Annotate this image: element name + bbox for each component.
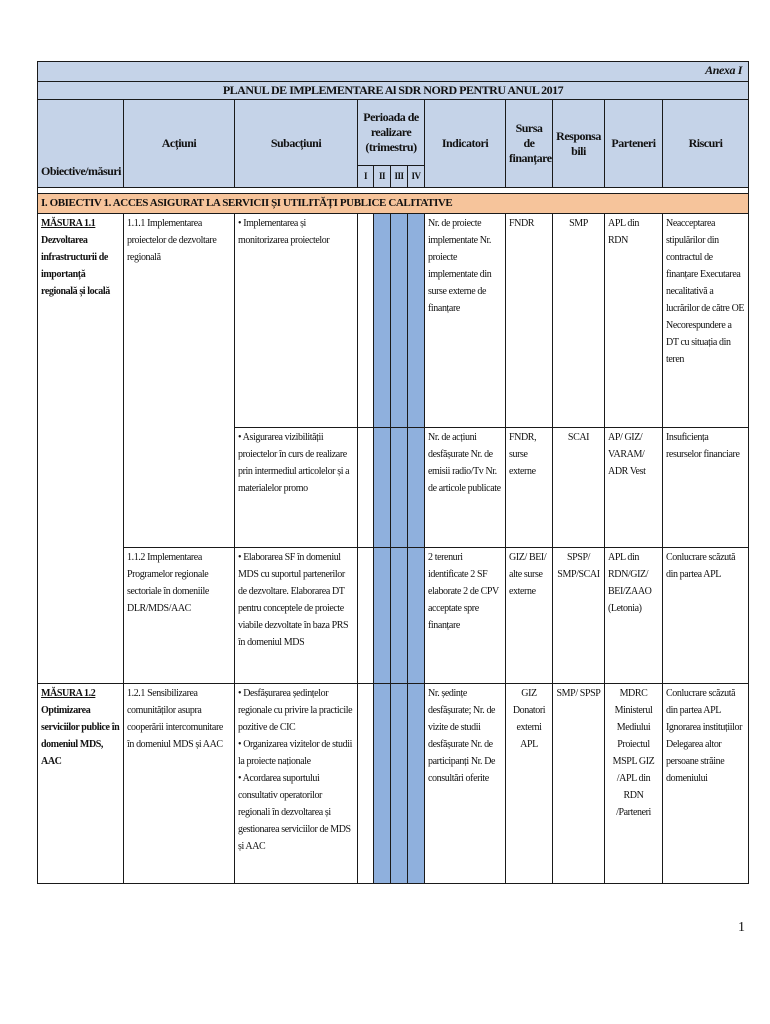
quarter-cell-1 xyxy=(358,684,374,884)
risks-cell: Insuficiența resurselor financiare xyxy=(663,428,749,548)
subaction-cell xyxy=(235,428,358,548)
table-row xyxy=(38,684,749,884)
subaction-item: • Acordarea suportului consultativ operatorilor regionali în dezvoltarea și gestionarea serviciilor de MDS și AAC xyxy=(238,773,351,852)
quarter-cell-2 xyxy=(374,428,391,548)
subaction-item: • Desfășurarea ședințelor regionale cu privire la practicile pozitive de CIC xyxy=(238,688,353,733)
subaction-item: • Asigurarea vizibilității proiectelor în curs de realizare prin intermediul articolelor și a materialelor promo xyxy=(238,432,350,494)
quarter-cell-4 xyxy=(408,214,425,428)
measure-code: MĂSURA 1.2 xyxy=(41,688,96,699)
quarter-cell-1 xyxy=(358,214,374,428)
subaction-cell xyxy=(235,684,358,884)
measure-code: MĂSURA 1.1 xyxy=(41,218,96,229)
table-row xyxy=(38,214,749,428)
header-subactions: Subacțiuni xyxy=(235,100,358,188)
header-risks: Riscuri xyxy=(663,100,749,188)
quarter-cell-3 xyxy=(391,548,408,684)
quarter-header-4: IV xyxy=(408,166,425,188)
quarter-cell-4 xyxy=(408,428,425,548)
action-cell: 1.1.2 Implementarea Programelor regionale sectoriale în domeniile DLR/MDS/AAC xyxy=(124,548,235,684)
quarter-cell-2 xyxy=(374,548,391,684)
document-title: PLANUL DE IMPLEMENTARE Al SDR NORD PENTRU ANUL 2017 xyxy=(38,82,749,100)
responsible-cell: SMP/ SPSP xyxy=(553,684,605,884)
quarter-cell-1 xyxy=(358,428,374,548)
subaction-item: • Elaborarea SF în domeniul MDS cu suportul partenerilor de dezvoltare. Elaborarea DT pentru conceptele de proiecte viabile dezvoltate în baza PRS în domeniul MDS xyxy=(238,552,349,648)
funding-cell: GIZ Donatori externi APL xyxy=(506,684,553,884)
subaction-item: • Organizarea vizitelor de studii la proiecte naționale xyxy=(238,739,352,767)
quarter-cell-4 xyxy=(408,684,425,884)
funding-cell: GIZ/ BEI/ alte surse externe xyxy=(506,548,553,684)
header-actions: Acțiuni xyxy=(124,100,235,188)
annex-label: Anexa I xyxy=(38,62,749,82)
risks-cell: Conlucrare scăzută din partea APL xyxy=(663,548,749,684)
objective-heading: I. OBIECTIV 1. ACCES ASIGURAT LA SERVICII ȘI UTILITĂȚI PUBLICE CALITATIVE xyxy=(38,194,749,214)
header-period: Perioada de realizare (trimestru) xyxy=(358,100,425,166)
header-indicators: Indicatori xyxy=(425,100,506,188)
funding-cell: FNDR xyxy=(506,214,553,428)
plan-table xyxy=(37,61,749,884)
quarter-cell-1 xyxy=(358,548,374,684)
responsible-cell: SMP xyxy=(553,214,605,428)
partners-cell: AP/ GIZ/ VARAM/ ADR Vest xyxy=(605,428,663,548)
table-row xyxy=(38,548,749,684)
funding-cell: FNDR, surse externe xyxy=(506,428,553,548)
action-cell: 1.1.1 Implementarea proiectelor de dezvoltare regională xyxy=(124,214,235,548)
indicators-cell: Nr. de proiecte implementate Nr. proiecte implementate din surse externe de finanțare xyxy=(425,214,506,428)
partners-cell: MDRC Ministerul Mediului Proiectul MSPL GIZ /APL din RDN /Parteneri xyxy=(605,684,663,884)
quarter-cell-3 xyxy=(391,214,408,428)
responsible-cell: SCAI xyxy=(553,428,605,548)
quarter-cell-4 xyxy=(408,548,425,684)
partners-cell: APL din RDN xyxy=(605,214,663,428)
measure-name: Dezvoltarea infrastructurii de importanță regională și locală xyxy=(41,235,110,297)
risks-cell: Conlucrare scăzută din partea APL Ignorarea instituțiilor Delegarea altor persoane străine domeniului xyxy=(663,684,749,884)
plan-document xyxy=(37,61,748,884)
partners-cell: APL din RDN/GIZ/ BEI/ZAAO (Letonia) xyxy=(605,548,663,684)
quarter-header-1: I xyxy=(358,166,374,188)
indicators-cell: Nr. de acțiuni desfășurate Nr. de emisii radio/Tv Nr. de articole publicate xyxy=(425,428,506,548)
quarter-cell-3 xyxy=(391,428,408,548)
quarter-header-3: III xyxy=(391,166,408,188)
subaction-cell xyxy=(235,548,358,684)
risks-cell: Neacceptarea stipulărilor din contractul de finanțare Executarea necalitativă a lucrărilor de către OE Necorespundere a DT cu situația din teren xyxy=(663,214,749,428)
header-partners: Parteneri xyxy=(605,100,663,188)
measure-name: Optimizarea serviciilor publice în domeniul MDS, AAC xyxy=(41,705,120,767)
subaction-cell xyxy=(235,214,358,428)
header-objectives: Obiective/măsuri xyxy=(38,100,124,188)
measure-cell xyxy=(38,214,124,684)
quarter-cell-2 xyxy=(374,684,391,884)
subaction-item: • Implementarea și monitorizarea proiectelor xyxy=(238,218,330,246)
page-number: 1 xyxy=(738,920,745,935)
header-funding: Sursa de finanțare xyxy=(506,100,553,188)
quarter-header-2: II xyxy=(374,166,391,188)
quarter-cell-2 xyxy=(374,214,391,428)
action-cell: 1.2.1 Sensibilizarea comunităților asupra cooperării intercomunitare în domeniul MDS și AAC xyxy=(124,684,235,884)
measure-cell xyxy=(38,684,124,884)
indicators-cell: Nr. ședințe desfășurate; Nr. de vizite de studii desfășurate Nr. de participanți Nr. De consultări oferite xyxy=(425,684,506,884)
responsible-cell: SPSP/ SMP/SCAI xyxy=(553,548,605,684)
quarter-cell-3 xyxy=(391,684,408,884)
indicators-cell: 2 terenuri identificate 2 SF elaborate 2 de CPV acceptate spre finanțare xyxy=(425,548,506,684)
header-responsible: Responsa bili xyxy=(553,100,605,188)
